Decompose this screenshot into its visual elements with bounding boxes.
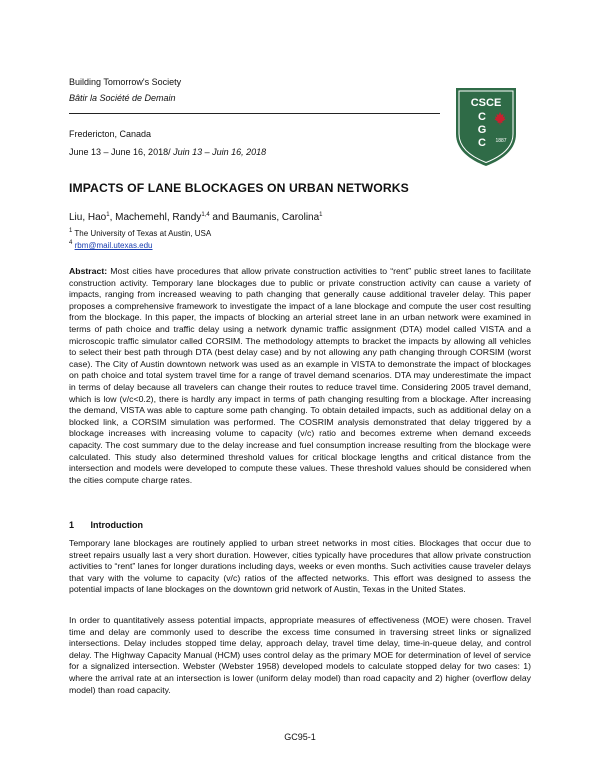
contact-email <box>69 240 153 251</box>
author-2: Machemehl, Randy <box>115 212 202 223</box>
author-sep-1: , <box>109 212 116 223</box>
conference-name-en: Building Tomorrow's Society <box>69 77 182 87</box>
logo-c2-text: C <box>478 137 486 149</box>
author-sep-2: and <box>209 212 232 223</box>
author-3: Baumanis, Carolina <box>231 212 320 223</box>
section-heading <box>69 520 143 530</box>
section-number: 1 <box>69 520 75 530</box>
email-sup: 4 <box>69 240 73 246</box>
author-line <box>69 212 323 223</box>
logo-year-text: 1887 <box>495 138 507 144</box>
author-2-sup: 1,4 <box>201 212 210 218</box>
author-1-sup: 1 <box>106 212 110 218</box>
conference-location: Fredericton, Canada <box>69 129 152 139</box>
author-1: Liu, Hao <box>69 212 107 223</box>
dates-en: June 13 – June 16, 2018/ <box>69 147 171 157</box>
conference-name-fr: Bâtir la Société de Demain <box>69 93 176 103</box>
abstract <box>69 266 531 486</box>
conference-dates <box>69 146 266 158</box>
affiliation <box>69 228 211 239</box>
dates-fr: Juin 13 – Juin 16, 2018 <box>173 147 267 157</box>
intro-paragraph-1: Temporary lane blockages are routinely applied to urban street networks in most cities. Blockages that occur due to street repairs usually last a very short duration. However, cities typically have procedures that allow private construction activities to “rent” lanes for longer durations including days, weeks or even months. Such activities cause traveler delays that vary with the volume to capacity (v/c) ratios of the affected networks. This effort was designed to assess the potential impacts of lane blockages on the downtown grid network of Austin, Texas in the United States. <box>69 538 531 595</box>
intro-paragraph-2: In order to quantitatively assess potential impacts, appropriate measures of effectiveness (MOE) were chosen. Travel time and delay are commonly used to describe the excess time consumed in traversing street links or signalized intersections. Delay includes stopped time delay, approach delay, travel time delay, time-in-queue delay, and control delay. The Highway Capacity Manual (HCM) uses control delay as the primary MOE for determination of level of service for a signalized intersection. Webster (Webster 1958) developed models to calculate stopped delay for two cases: 1) where the arrival rate at an intersection is lower (uniform delay model) than road capacity and 2) higher (overflow delay model) than road capacity. <box>69 615 531 695</box>
author-3-sup: 1 <box>319 212 323 218</box>
header-rule <box>69 113 440 114</box>
page-footer: GC95-1 <box>284 732 316 742</box>
logo-csce-text: CSCE <box>470 97 502 109</box>
abstract-text: Most cities have procedures that allow private construction activities to “rent” public street lanes to facilitate construction activity. Temporary lane blockages due to public or private construction activity can cause a variety of impacts, ranging from increased weaving to path changing that generally cause additional traveler delay. This paper proposes a comprehensive framework to investigate the impact of a lane blockage and compute the user cost resulting from the blockage. In this paper, the impacts of blocking an arterial street lane in an urban network were examined in terms of path choice and traffic delay using a network dynamic traffic assignment (DTA) model called VISTA and a microscopic traffic simulator called CORSIM. The methodology attempts to bracket the impacts by allowing all vehicles to select their best path through DTA (best delay case) and by not allowing any path changing through CORSIM (worst case). The City of Austin downtown network was used as an example in VISTA to demonstrate the impact of blockages on path choice and total system travel time for a range of travel demand scenarios. DTA may underestimate the impact in terms of delay because all travelers can change their routes to reduce travel time. Considering 2005 travel demand, which is low (v/c<0.2), there is hardly any impact in terms of path changing resulting from a blockage. After increasing the demand, VISTA was able to capture some path changing. To obtain detailed impacts, such as additional delay on a blocked link, a CORSIM simulation was performed. The COSRIM analysis demonstrated that delay triggered by a blockage increases with increasing volume to capacity (v/c) ratio and becomes extreme when demand exceeds capacity. The cost summary due to the delay increase and fuel consumption increase resulting from the blockage were calculated. This study also determined threshold values for critical blockage lengths and critical distance from the intersection and models were developed to compute these values. These threshold values should be considered when the cities compute charge rates. <box>69 266 531 485</box>
abstract-label: Abstract: <box>69 266 108 276</box>
affiliation-sup: 1 <box>69 228 73 234</box>
csce-logo <box>452 84 520 168</box>
logo-g-text: G <box>477 124 487 136</box>
section-title: Introduction <box>90 520 144 530</box>
affiliation-text: The University of Texas at Austin, USA <box>74 229 212 238</box>
paper-title: IMPACTS OF LANE BLOCKAGES ON URBAN NETWORKS <box>69 181 409 195</box>
logo-c1-text: C <box>478 111 486 123</box>
email-link[interactable]: rbm@mail.utexas.edu <box>74 241 153 250</box>
